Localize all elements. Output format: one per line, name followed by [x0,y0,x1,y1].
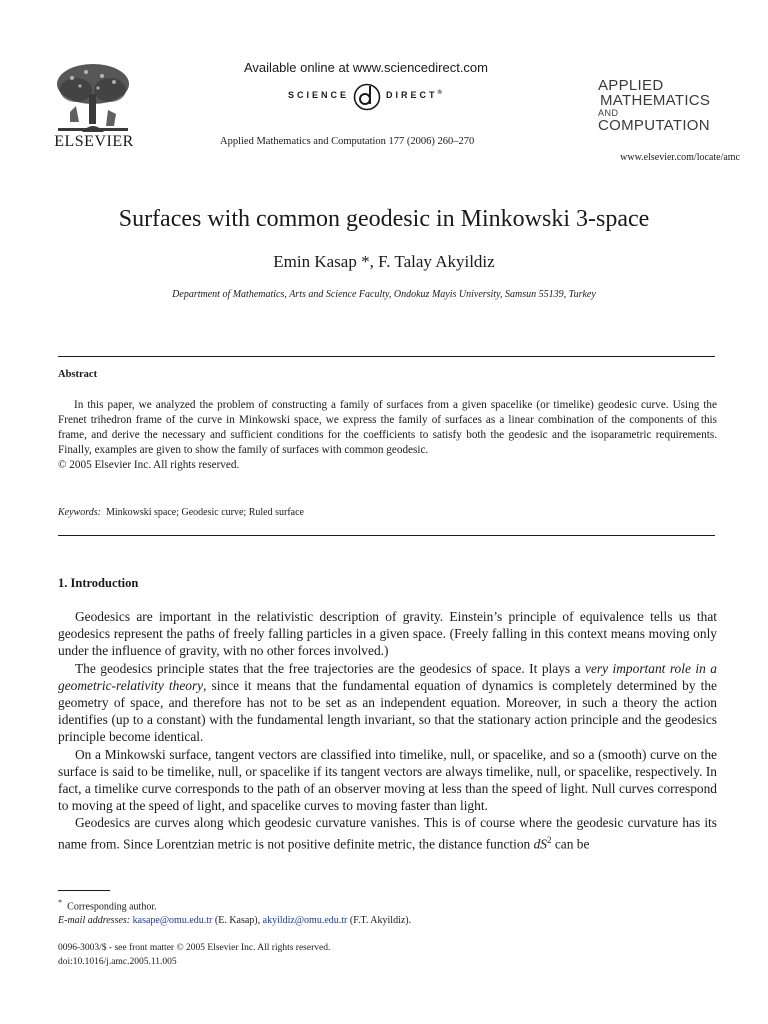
journal-logo-line1: APPLIED [598,77,664,94]
intro-paragraph-1: Geodesics are important in the relativistic description of gravity. Einstein’s principle of equivalence tells us that geodesics represent the paths of freely falling particles in a given space. (Freely falling in this context means moving only under the influence of gravity, with no other forces involved.) [58,609,717,659]
article-authors: Emin Kasap *, F. Talay Akyildiz [273,252,495,271]
intro-emphasis: very important role in a geometric-relativity theory [58,660,717,693]
intro-paragraph-4: Geodesics are curves along which geodesic curvature vanishes. This is of course where the geodesic curvature has its name from. Since Lorentzian metric is not positive definite metric, the distance function $dS^2$ can be [58,815,717,852]
keywords-label: Keywords: [58,507,101,518]
abstract-heading: Abstract [58,369,98,380]
abstract-text: In this paper, we analyzed the problem of constructing a family of surfaces from a given spacelike (or timelike) geodesic curve. Using the Frenet trihedron frame of the curve in Minkowski space, we express the family of surfaces as a linear combination of the components of this frame, and derive the necessary and sufficient conditions for the coefficients to satisfy both the geodesic and the isoparametric requirements. Finally, examples are given to show the family of surfaces with common geodesic. [58,399,717,456]
email-link-akyildiz[interactable]: akyildiz@omu.edu.tr [262,915,348,927]
journal-url-link[interactable]: www.elsevier.com/locate/amc [620,152,740,163]
journal-logo-line2: MATHEMATICS [600,92,711,109]
journal-logo-line4: COMPUTATION [598,117,710,134]
introduction-body [58,608,717,852]
issn-line: 0096-3003/$ - see front matter © 2005 Elsevier Inc. All rights reserved. [58,943,331,953]
available-online-text: Available online at www.sciencedirect.com [244,60,488,75]
math-ds: dS [533,836,547,852]
sciencedirect-logo-right: DIRECT® [386,90,445,100]
footnote [58,896,717,928]
doi-line: doi:10.1016/j.amc.2005.11.005 [58,957,177,967]
footnote-rule [58,890,110,891]
journal-logo [598,78,728,133]
sciencedirect-logo [288,82,458,112]
elsevier-tree-logo [52,60,134,134]
abstract-body [58,398,717,473]
publisher-name: ELSEVIER [54,133,134,150]
journal-reference: Applied Mathematics and Computation 177 (2006) 260–270 [220,136,475,147]
author-affiliation: Department of Mathematics, Arts and Science Faculty, Ondokuz Mayis University, Samsun 55139, Turkey [172,289,596,300]
sciencedirect-d-icon [352,82,382,112]
section-heading-introduction: 1. Introduction [58,576,139,590]
front-matter-info [58,941,330,969]
keywords-line [58,507,304,518]
abstract-bottom-rule [58,535,715,536]
footnote-emails: E-mail addresses: kasape@omu.edu.tr (E. Kasap), akyildiz@omu.edu.tr (F.T. Akyildiz). [58,915,412,927]
abstract-top-rule [58,356,715,357]
sciencedirect-logo-left: SCIENCE [288,90,350,100]
footnote-corresponding: * Corresponding author. [58,898,157,913]
journal-logo-line3: AND [598,108,619,118]
article-title: Surfaces with common geodesic in Minkowski 3-space [118,206,650,232]
email-link-kasap[interactable]: kasape@omu.edu.tr [132,915,213,927]
abstract-copyright: © 2005 Elsevier Inc. All rights reserved. [58,459,240,471]
keywords-list: Minkowski space; Geodesic curve; Ruled surface [105,507,304,518]
intro-paragraph-3: On a Minkowski surface, tangent vectors are classified into timelike, null, or spacelike, and so a (smooth) curve on the surface is said to be timelike, null, or spacelike if its tangent vectors are always timelike, null, or spacelike, respectively. In fact, a timelike curve corresponds to the path of an observer moving at less than the speed of light. Null curves correspond to moving at the speed of light, and spacelike curves to moving faster than light. [58,746,717,814]
intro-paragraph-2: The geodesics principle states that the free trajectories are the geodesics of space. It plays a very important role in a geometric-relativity theory, since it means that the fundamental equation of dynamics is completely determined by the geometry of space, and therefore has not to be set as an independent equation. Moreover, in such a theory the action identifies (up to a constant) with the fundamental length invariant, so that the stationary action principle and the geodesics principle become identical. [58,660,717,745]
